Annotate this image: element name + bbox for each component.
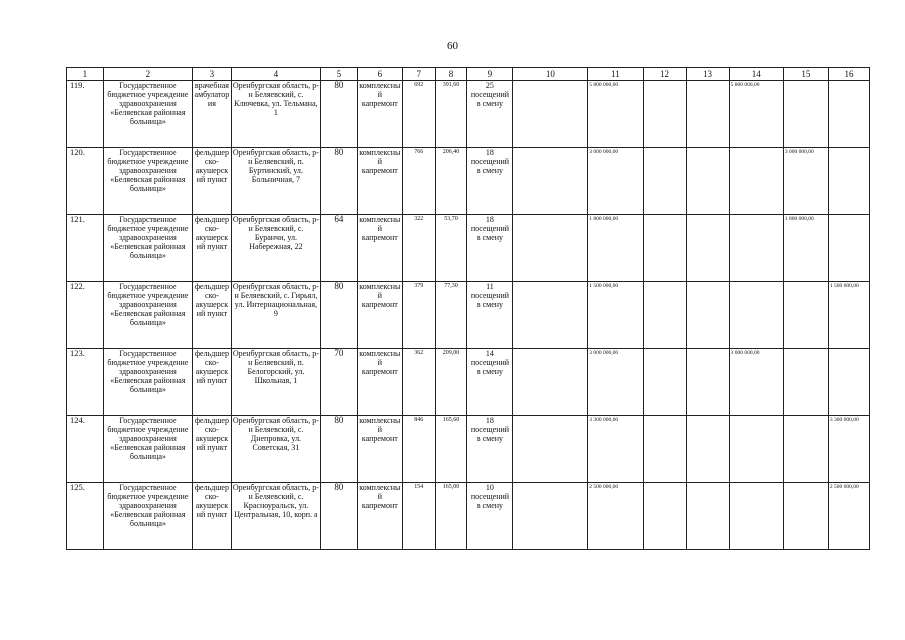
- column-8-value: 53,70: [435, 215, 467, 282]
- column-13-amount: [686, 148, 729, 215]
- column-12-amount: [643, 416, 686, 483]
- column-header: 5: [320, 68, 357, 81]
- column-11-amount: 3 000 000,00: [588, 148, 643, 215]
- row-number: 124.: [67, 416, 104, 483]
- column-8-value: 209,00: [435, 349, 467, 416]
- column-12-amount: [643, 483, 686, 550]
- column-13-amount: [686, 81, 729, 148]
- table-row: [67, 416, 870, 483]
- column-10-value: [513, 81, 588, 148]
- column-10-value: [513, 282, 588, 349]
- row-number: 120.: [67, 148, 104, 215]
- table-row: [67, 483, 870, 550]
- table-row: [67, 148, 870, 215]
- facility-type: фельдшерско-акушерский пункт: [192, 416, 231, 483]
- repair-type: комплексный капремонт: [357, 81, 402, 148]
- column-11-amount: 3 000 000,00: [588, 349, 643, 416]
- facility-address: Оренбургская область, р-н Беляевский, с. Красноуральск, ул. Центральная, 10, корп. а: [231, 483, 320, 550]
- column-15-amount: [783, 416, 828, 483]
- column-header: 9: [467, 68, 513, 81]
- column-7-value: 846: [402, 416, 435, 483]
- column-12-amount: [643, 282, 686, 349]
- column-12-amount: [643, 349, 686, 416]
- organization-name: Государственное бюджетное учреждение здравоохранения «Беляевская районная больница»: [103, 148, 192, 215]
- facility-address: Оренбургская область, р-н Беляевский, п. Белогорский, ул. Школьная, 1: [231, 349, 320, 416]
- column-13-amount: [686, 416, 729, 483]
- column-8-value: 77,30: [435, 282, 467, 349]
- column-10-value: [513, 148, 588, 215]
- column-15-amount: [783, 282, 828, 349]
- column-7-value: 362: [402, 349, 435, 416]
- column-11-amount: 1 500 000,00: [588, 282, 643, 349]
- column-8-value: 165,60: [435, 416, 467, 483]
- visits-per-shift: 11 посещений в смену: [467, 282, 513, 349]
- visits-per-shift: 18 посещений в смену: [467, 215, 513, 282]
- row-number: 121.: [67, 215, 104, 282]
- column-header: 11: [588, 68, 643, 81]
- column-13-amount: [686, 282, 729, 349]
- column-7-value: 692: [402, 81, 435, 148]
- repair-type: комплексный капремонт: [357, 483, 402, 550]
- repair-type: комплексный капремонт: [357, 215, 402, 282]
- column-16-amount: [828, 148, 869, 215]
- column-16-amount: 2 500 000,00: [828, 483, 869, 550]
- column-16-amount: [828, 215, 869, 282]
- column-7-value: 379: [402, 282, 435, 349]
- column-11-amount: 5 800 000,00: [588, 81, 643, 148]
- facility-address: Оренбургская область, р-н Беляевский, с. Буранчи, ул. Набережная, 22: [231, 215, 320, 282]
- column-13-amount: [686, 215, 729, 282]
- column-7-value: 322: [402, 215, 435, 282]
- column-16-amount: [828, 81, 869, 148]
- facility-type: фельдшерско-акушерский пункт: [192, 349, 231, 416]
- facility-address: Оренбургская область, р-н Беляевский, с. Гирьял, ул. Интернациональная, 9: [231, 282, 320, 349]
- column-header: 1: [67, 68, 104, 81]
- visits-per-shift: 14 посещений в смену: [467, 349, 513, 416]
- facility-type: врачебная амбулатория: [192, 81, 231, 148]
- column-14-amount: [729, 416, 783, 483]
- capacity-value: 80: [320, 416, 357, 483]
- column-header: 2: [103, 68, 192, 81]
- column-10-value: [513, 215, 588, 282]
- column-16-amount: 3 300 000,00: [828, 416, 869, 483]
- facility-address: Оренбургская область, р-н Беляевский, с. Ключевка, ул. Тельмана, 1: [231, 81, 320, 148]
- organization-name: Государственное бюджетное учреждение здравоохранения «Беляевская районная больница»: [103, 215, 192, 282]
- column-header: 14: [729, 68, 783, 81]
- facility-address: Оренбургская область, р-н Беляевский, с. Днепровка, ул. Советская, 31: [231, 416, 320, 483]
- table-row: [67, 349, 870, 416]
- column-12-amount: [643, 148, 686, 215]
- facility-type: фельдшерско-акушерский пункт: [192, 148, 231, 215]
- row-number: 123.: [67, 349, 104, 416]
- column-14-amount: [729, 483, 783, 550]
- column-8-value: 165,00: [435, 483, 467, 550]
- capacity-value: 70: [320, 349, 357, 416]
- organization-name: Государственное бюджетное учреждение здравоохранения «Беляевская районная больница»: [103, 416, 192, 483]
- facility-type: фельдшерско-акушерский пункт: [192, 282, 231, 349]
- column-11-amount: 2 500 000,00: [588, 483, 643, 550]
- column-15-amount: [783, 483, 828, 550]
- column-14-amount: [729, 148, 783, 215]
- facility-address: Оренбургская область, р-н Беляевский, п. Буртинский, ул. Больничная, 7: [231, 148, 320, 215]
- row-number: 119.: [67, 81, 104, 148]
- repair-type: комплексный капремонт: [357, 416, 402, 483]
- column-13-amount: [686, 349, 729, 416]
- column-14-amount: [729, 215, 783, 282]
- column-7-value: 154: [402, 483, 435, 550]
- row-number: 122.: [67, 282, 104, 349]
- column-8-value: 206,40: [435, 148, 467, 215]
- table-body: [67, 81, 870, 550]
- column-8-value: 391,60: [435, 81, 467, 148]
- organization-name: Государственное бюджетное учреждение здравоохранения «Беляевская районная больница»: [103, 282, 192, 349]
- column-header: 12: [643, 68, 686, 81]
- column-10-value: [513, 349, 588, 416]
- organization-name: Государственное бюджетное учреждение здравоохранения «Беляевская районная больница»: [103, 81, 192, 148]
- column-15-amount: [783, 81, 828, 148]
- column-header: 15: [783, 68, 828, 81]
- repair-type: комплексный капремонт: [357, 282, 402, 349]
- column-12-amount: [643, 215, 686, 282]
- column-header: 10: [513, 68, 588, 81]
- column-header: 7: [402, 68, 435, 81]
- column-11-amount: 1 800 000,00: [588, 215, 643, 282]
- column-11-amount: 3 300 000,00: [588, 416, 643, 483]
- column-header: 13: [686, 68, 729, 81]
- capacity-value: 80: [320, 81, 357, 148]
- column-15-amount: 3 000 000,00: [783, 148, 828, 215]
- facility-type: фельдшерско-акушерский пункт: [192, 483, 231, 550]
- table-row: [67, 282, 870, 349]
- column-14-amount: 3 000 000,00: [729, 349, 783, 416]
- column-header: 4: [231, 68, 320, 81]
- column-header: 6: [357, 68, 402, 81]
- column-15-amount: 1 800 000,00: [783, 215, 828, 282]
- page-number: 60: [447, 40, 458, 52]
- organization-name: Государственное бюджетное учреждение здравоохранения «Беляевская районная больница»: [103, 483, 192, 550]
- capacity-value: 80: [320, 282, 357, 349]
- facility-type: фельдшерско-акушерский пункт: [192, 215, 231, 282]
- column-header: 3: [192, 68, 231, 81]
- capacity-value: 80: [320, 483, 357, 550]
- column-14-amount: 5 800 000,00: [729, 81, 783, 148]
- table-row: [67, 81, 870, 148]
- column-header: 8: [435, 68, 467, 81]
- column-7-value: 766: [402, 148, 435, 215]
- visits-per-shift: 18 посещений в смену: [467, 416, 513, 483]
- row-number: 125.: [67, 483, 104, 550]
- column-15-amount: [783, 349, 828, 416]
- table-row: [67, 215, 870, 282]
- column-number-row: [67, 68, 870, 81]
- capacity-value: 64: [320, 215, 357, 282]
- column-13-amount: [686, 483, 729, 550]
- column-16-amount: [828, 349, 869, 416]
- column-10-value: [513, 483, 588, 550]
- visits-per-shift: 10 посещений в смену: [467, 483, 513, 550]
- column-16-amount: 1 500 000,00: [828, 282, 869, 349]
- visits-per-shift: 25 посещений в смену: [467, 81, 513, 148]
- facility-repair-table: [66, 67, 870, 550]
- repair-type: комплексный капремонт: [357, 349, 402, 416]
- organization-name: Государственное бюджетное учреждение здравоохранения «Беляевская районная больница»: [103, 349, 192, 416]
- column-12-amount: [643, 81, 686, 148]
- column-header: 16: [828, 68, 869, 81]
- column-10-value: [513, 416, 588, 483]
- capacity-value: 80: [320, 148, 357, 215]
- repair-type: комплексный капремонт: [357, 148, 402, 215]
- column-14-amount: [729, 282, 783, 349]
- visits-per-shift: 18 посещений в смену: [467, 148, 513, 215]
